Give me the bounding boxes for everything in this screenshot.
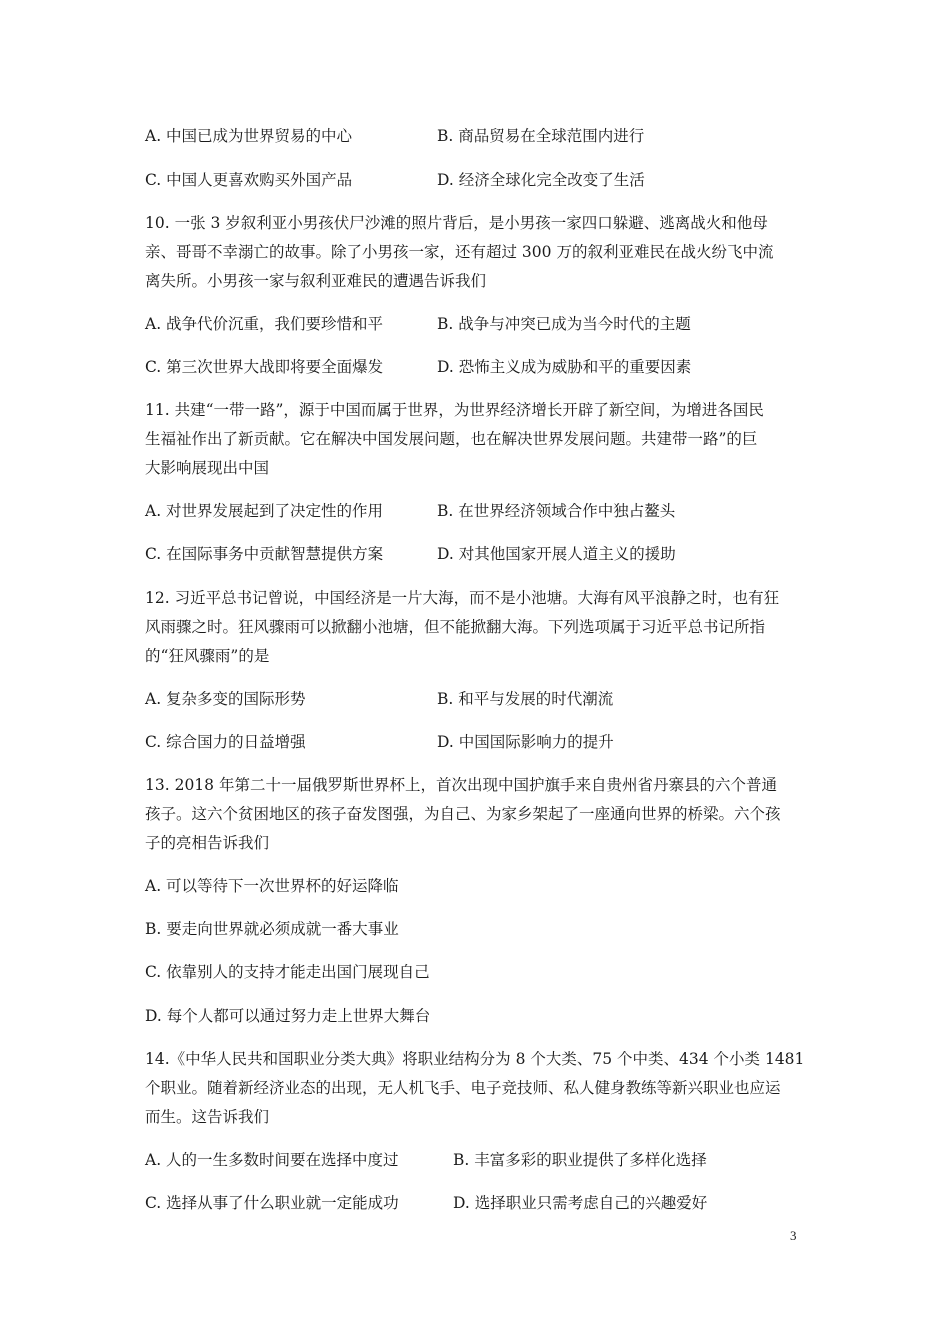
page-number: 3: [790, 1228, 797, 1243]
q10-stem-line-2: 亲、哥哥不幸溺亡的故事。除了小男孩一家，还有超过 300 万的叙利亚难民在战火纷飞中流: [145, 243, 774, 261]
q14-option-d: D. 选择职业只需考虑自己的兴趣爱好: [453, 1194, 708, 1212]
q14-option-b: B. 丰富多彩的职业提供了多样化选择: [453, 1151, 707, 1169]
q14-option-c: C. 选择从事了什么职业就一定能成功: [145, 1194, 399, 1212]
q10-option-c: C. 第三次世界大战即将要全面爆发: [145, 358, 384, 376]
q11-stem-line-2: 生福祉作出了新贡献。它在解决中国发展问题，也在解决世界发展问题。共建带一路”的巨: [145, 430, 758, 448]
q10-stem-line-3: 离失所。小男孩一家与叙利亚难民的遭遇告诉我们: [145, 272, 487, 290]
q14-option-a: A. 人的一生多数时间要在选择中度过: [145, 1151, 399, 1169]
q12-option-a: A. 复杂多变的国际形势: [145, 690, 306, 708]
q11-option-a: A. 对世界发展起到了决定性的作用: [145, 502, 384, 520]
q14-stem-line-3: 而生。这告诉我们: [145, 1108, 270, 1126]
q14-stem-line-1: 14.《中华人民共和国职业分类大典》将职业结构分为 8 个大类、75 个中类、434 个小类 1481: [145, 1050, 805, 1068]
q10-option-b: B. 战争与冲突已成为当今时代的主题: [437, 315, 691, 333]
q13-stem-line-1: 13. 2018 年第二十一届俄罗斯世界杯上，首次出现中国护旗手来自贵州省丹寨县的六个普通: [145, 776, 777, 794]
q13-option-c: C. 依靠别人的支持才能走出国门展现自己: [145, 963, 430, 981]
q12-option-b: B. 和平与发展的时代潮流: [437, 690, 614, 708]
q13-option-d: D. 每个人都可以通过努力走上世界大舞台: [145, 1007, 431, 1025]
q9-option-d: D. 经济全球化完全改变了生活: [437, 171, 645, 189]
q12-stem-line-2: 风雨骤之时。狂风骤雨可以掀翻小池塘，但不能掀翻大海。下列选项属于习近平总书记所指: [145, 618, 766, 636]
q9-option-c: C. 中国人更喜欢购买外国产品: [145, 171, 353, 189]
q12-stem-line-3: 的“狂风骤雨”的是: [145, 647, 270, 665]
q9-option-a: A. 中国已成为世界贸易的中心: [145, 127, 353, 145]
q11-option-b: B. 在世界经济领域合作中独占鳌头: [437, 502, 676, 520]
q11-option-c: C. 在国际事务中贡献智慧提供方案: [145, 545, 384, 563]
q9-option-b: B. 商品贸易在全球范围内进行: [437, 127, 645, 145]
q12-option-d: D. 中国国际影响力的提升: [437, 733, 614, 751]
q11-option-d: D. 对其他国家开展人道主义的援助: [437, 545, 676, 563]
q11-stem-line-3: 大影响展现出中国: [145, 459, 270, 477]
q13-stem-line-3: 子的亮相告诉我们: [145, 834, 270, 852]
q13-stem-line-2: 孩子。这六个贫困地区的孩子奋发图强，为自己、为家乡架起了一座通向世界的桥梁。六个孩: [145, 805, 781, 823]
q13-option-b: B. 要走向世界就必须成就一番大事业: [145, 920, 399, 938]
q12-option-c: C. 综合国力的日益增强: [145, 733, 306, 751]
q10-option-d: D. 恐怖主义成为威胁和平的重要因素: [437, 358, 692, 376]
q10-option-a: A. 战争代价沉重，我们要珍惜和平: [145, 315, 384, 333]
q10-stem-line-1: 10. 一张 3 岁叙利亚小男孩伏尸沙滩的照片背后，是小男孩一家四口躲避、逃离战火和他母: [145, 214, 768, 232]
q13-option-a: A. 可以等待下一次世界杯的好运降临: [145, 877, 399, 895]
q12-stem-line-1: 12. 习近平总书记曾说，中国经济是一片大海，而不是小池塘。大海有风平浪静之时，也有狂: [145, 589, 780, 607]
q14-stem-line-2: 个职业。随着新经济业态的出现，无人机飞手、电子竞技师、私人健身教练等新兴职业也应运: [145, 1079, 781, 1097]
q11-stem-line-1: 11. 共建“一带一路”，源于中国而属于世界，为世界经济增长开辟了新空间，为增进各国民: [145, 401, 764, 419]
